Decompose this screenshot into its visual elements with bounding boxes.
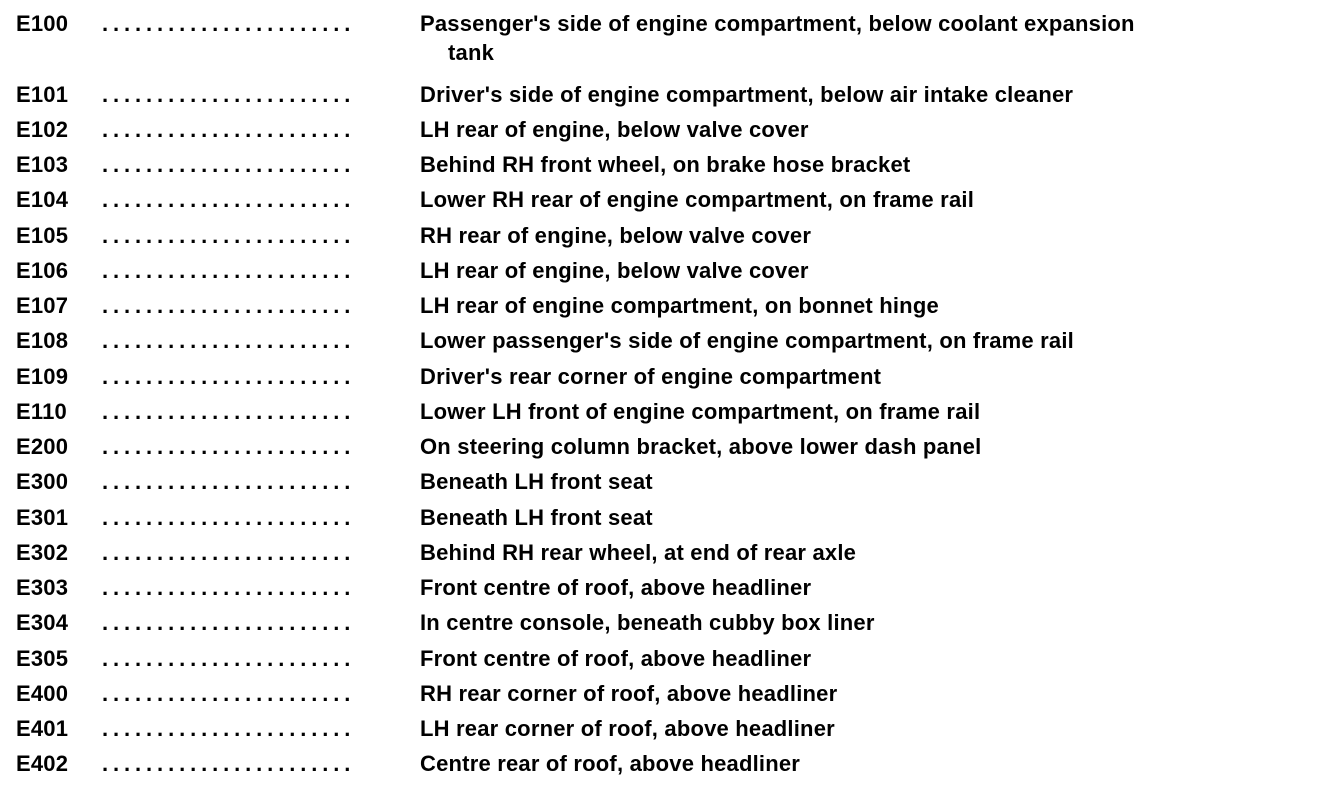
location-description: Centre rear of roof, above headliner (420, 751, 801, 776)
ground-code: E400 (16, 681, 69, 706)
dot-leader: ....................... (102, 610, 356, 635)
ground-code: E103 (16, 152, 69, 177)
description-continuation: tank (448, 40, 495, 65)
ground-code: E104 (16, 187, 69, 212)
ground-code: E300 (16, 469, 69, 494)
location-description: Driver's rear corner of engine compartment (420, 364, 882, 389)
location-description: LH rear of engine, below valve cover (420, 258, 809, 283)
ground-code: E110 (16, 399, 67, 424)
location-description: Front centre of roof, above headliner (420, 575, 812, 600)
ground-code: E303 (16, 575, 69, 600)
ground-code: E401 (16, 716, 69, 741)
location-description: In centre console, beneath cubby box liner (420, 610, 875, 635)
dot-leader: ....................... (102, 505, 356, 530)
location-description: Lower passenger's side of engine compartment, on frame rail (420, 328, 1074, 353)
location-description: RH rear of engine, below valve cover (420, 223, 812, 248)
location-description: Beneath LH front seat (420, 469, 653, 494)
dot-leader: ....................... (102, 258, 356, 283)
dot-leader: ....................... (102, 434, 356, 459)
location-description: Behind RH front wheel, on brake hose bracket (420, 152, 911, 177)
dot-leader: ....................... (102, 540, 356, 565)
dot-leader: ....................... (102, 293, 356, 318)
description-line: Passenger's side of engine compartment, below coolant expansion (420, 11, 1135, 36)
ground-code: E302 (16, 540, 69, 565)
location-description: Driver's side of engine compartment, below air intake cleaner (420, 82, 1074, 107)
location-description: RH rear corner of roof, above headliner (420, 681, 838, 706)
location-description: Behind RH rear wheel, at end of rear axle (420, 540, 857, 565)
location-description: Lower LH front of engine compartment, on frame rail (420, 399, 981, 424)
dot-leader: ....................... (102, 11, 356, 36)
ground-code: E402 (16, 751, 69, 776)
ground-code: E107 (16, 293, 69, 318)
dot-leader: ....................... (102, 469, 356, 494)
dot-leader: ....................... (102, 82, 356, 107)
ground-code: E305 (16, 646, 69, 671)
ground-code: E100 (16, 11, 69, 36)
ground-code: E102 (16, 117, 69, 142)
dot-leader: ....................... (102, 751, 356, 776)
dot-leader: ....................... (102, 223, 356, 248)
ground-code: E101 (16, 82, 69, 107)
ground-code: E105 (16, 223, 69, 248)
dot-leader: ....................... (102, 328, 356, 353)
dot-leader: ....................... (102, 364, 356, 389)
ground-code: E304 (16, 610, 69, 635)
ground-code: E109 (16, 364, 69, 389)
ground-code: E106 (16, 258, 69, 283)
dot-leader: ....................... (102, 575, 356, 600)
location-description: Lower RH rear of engine compartment, on frame rail (420, 187, 975, 212)
location-description: LH rear of engine compartment, on bonnet hinge (420, 293, 939, 318)
dot-leader: ....................... (102, 152, 356, 177)
location-description: Beneath LH front seat (420, 505, 653, 530)
dot-leader: ....................... (102, 681, 356, 706)
dot-leader: ....................... (102, 716, 356, 741)
location-description: Front centre of roof, above headliner (420, 646, 812, 671)
ground-code: E200 (16, 434, 69, 459)
dot-leader: ....................... (102, 187, 356, 212)
ground-code: E301 (16, 505, 69, 530)
dot-leader: ....................... (102, 117, 356, 142)
location-description: LH rear of engine, below valve cover (420, 117, 809, 142)
location-description: LH rear corner of roof, above headliner (420, 716, 835, 741)
dot-leader: ....................... (102, 399, 356, 424)
ground-code: E108 (16, 328, 69, 353)
location-description: On steering column bracket, above lower dash panel (420, 434, 982, 459)
location-description (420, 11, 1320, 69)
dot-leader: ....................... (102, 646, 356, 671)
